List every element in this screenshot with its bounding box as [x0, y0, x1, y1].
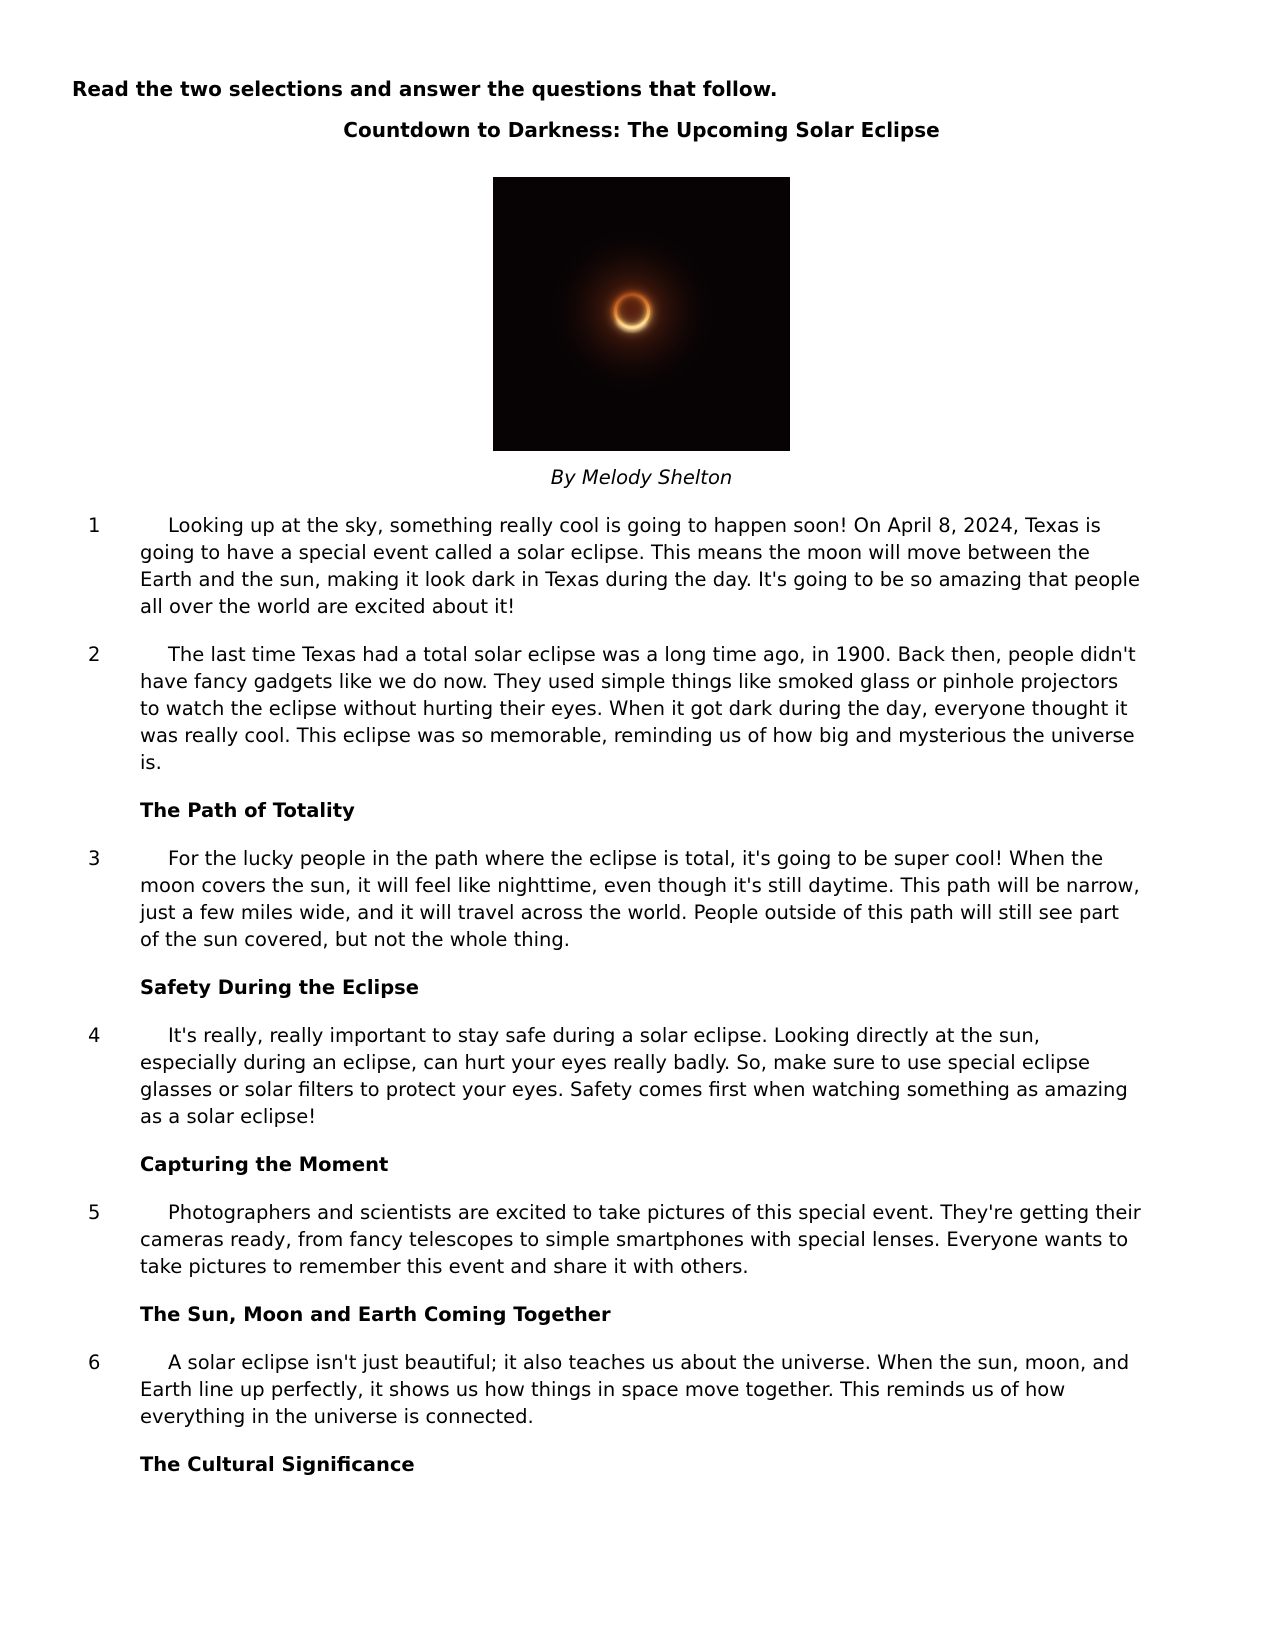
paragraph-text: It's really, really important to stay safe during a solar eclipse. Looking directly at the sun, especially during an eclipse, can hurt your eyes really badly. So, make sure to use special eclipse glasses or solar filters to protect your eyes. Safety comes first when watching something as amazing as a solar eclipse!: [140, 1024, 1128, 1128]
passage-paragraph: [72, 641, 1143, 776]
paragraph-number: 5: [88, 1201, 101, 1224]
paragraph-number: 1: [88, 514, 101, 537]
paragraph-text: Photographers and scientists are excited to take pictures of this special event. They're getting their cameras ready, from fancy telescopes to simple smartphones with special lenses. Everyone wants to take pictures to remember this event and share it with others.: [140, 1201, 1141, 1278]
paragraph-number: 2: [88, 643, 101, 666]
section-heading: The Path of Totality: [140, 799, 355, 822]
paragraph-number: 4: [88, 1024, 101, 1047]
section-heading: Safety During the Eclipse: [140, 976, 419, 999]
passage-paragraph: [72, 1022, 1143, 1130]
annular-eclipse-photo: [493, 177, 790, 451]
passage-paragraph: [72, 845, 1143, 953]
section-heading: The Cultural Significance: [140, 1453, 415, 1476]
paragraph-number: 3: [88, 847, 101, 870]
passage-paragraph: [72, 512, 1143, 620]
byline: By Melody Shelton: [550, 466, 733, 489]
paragraph-number: 6: [88, 1351, 101, 1374]
instructions-text: Read the two selections and answer the questions that follow.: [72, 77, 778, 101]
paragraph-text: The last time Texas had a total solar eclipse was a long time ago, in 1900. Back then, people didn't have fancy gadgets like we do now. They used simple things like smoked glass or pinhole projectors to watch the eclipse without hurting their eyes. When it got dark during the day, everyone thought it was really cool. This eclipse was so memorable, reminding us of how big and mysterious the universe is.: [140, 643, 1136, 774]
paragraph-text: For the lucky people in the path where the eclipse is total, it's going to be super cool! When the moon covers the sun, it will feel like nighttime, even though it's still daytime. This path will be narrow, just a few miles wide, and it will travel across the world. People outside of this path will still see part of the sun covered, but not the whole thing.: [140, 847, 1140, 951]
passage-paragraph: [72, 1349, 1143, 1430]
paragraph-text: A solar eclipse isn't just beautiful; it also teaches us about the universe. When the sun, moon, and Earth line up perfectly, it shows us how things in space move together. This reminds us of how everything in the universe is connected.: [140, 1351, 1130, 1428]
section-heading: The Sun, Moon and Earth Coming Together: [140, 1303, 611, 1326]
passage-paragraph: [72, 1199, 1143, 1280]
passage-body: [72, 512, 1143, 1478]
eclipse-figure: [140, 177, 1143, 451]
section-heading: Capturing the Moment: [140, 1153, 389, 1176]
selection-title: Countdown to Darkness: The Upcoming Solar Eclipse: [343, 118, 940, 142]
paragraph-text: Looking up at the sky, something really cool is going to happen soon! On April 8, 2024, Texas is going to have a special event called a solar eclipse. This means the moon will move between the Earth and the sun, making it look dark in Texas during the day. It's going to be so amazing that people all over the world are excited about it!: [140, 514, 1140, 618]
